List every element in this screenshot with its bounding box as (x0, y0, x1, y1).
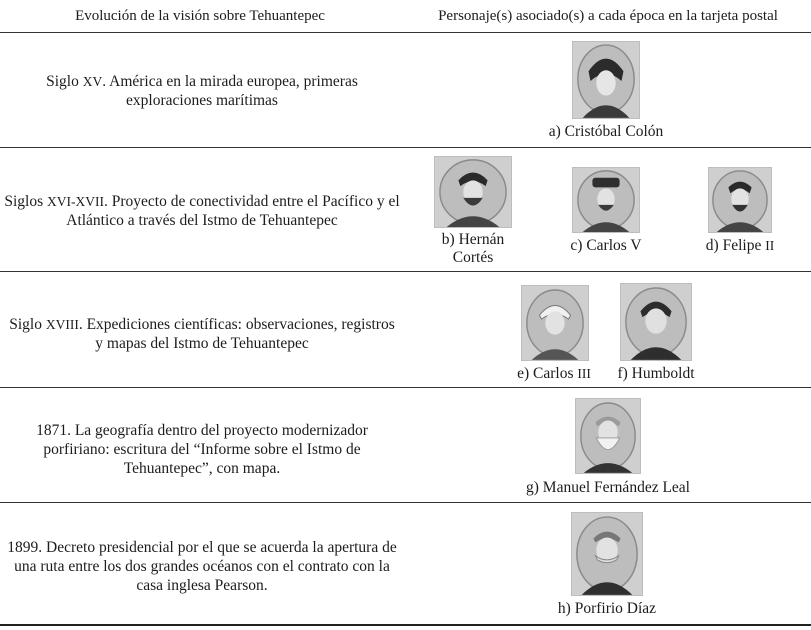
caption-carlos-iii: e) Carlos III (517, 365, 591, 382)
row-divider (0, 387, 811, 388)
row-4-description: 1871. La geografía dentro del proyecto modernizador porfiriano: escritura del “Informe sobre el Istmo de Tehuantepec”, con mapa. (36, 422, 368, 477)
caption-humboldt: f) Humboldt (617, 365, 695, 382)
caption-fernandez-leal: g) Manuel Fernández Leal (526, 479, 690, 496)
portrait-icon (571, 512, 643, 596)
row-3-description: Siglo XVIII. Expediciones científicas: observaciones, registros y mapas del Istmo de Tehuantepec (9, 316, 395, 352)
row-2-description: Siglos XVI-XVII. Proyecto de conectividad entre el Pacífico y el Atlántico a través del Istmo de Tehuantepec (4, 193, 400, 229)
table-bottom-rule (0, 624, 811, 626)
portrait-icon (575, 398, 641, 474)
portrait-icon (434, 156, 512, 228)
portrait-icon (708, 167, 772, 233)
row-5-description: 1899. Decreto presidencial por el que se acuerda la apertura de una ruta entre los dos grandes océanos con el contrato con la casa inglesa Pearson. (7, 539, 397, 594)
row-divider (0, 271, 811, 272)
row-1-description: Siglo XV. América en la mirada europea, primeras exploraciones marítimas (46, 73, 358, 109)
portrait-icon (521, 285, 589, 361)
caption-colon: a) Cristóbal Colón (548, 123, 664, 140)
portrait-icon (572, 41, 640, 119)
row-divider (0, 147, 811, 148)
portrait-icon (620, 283, 692, 361)
header-left: Evolución de la visión sobre Tehuantepec (75, 8, 325, 24)
caption-porfirio-diaz: h) Porfirio Díaz (557, 600, 657, 617)
header-divider (0, 32, 811, 33)
row-divider (0, 502, 811, 503)
caption-carlos-v: c) Carlos V (570, 237, 642, 254)
portrait-icon (572, 167, 640, 233)
caption-felipe-ii: d) Felipe II (705, 237, 775, 254)
caption-cortes: b) Hernán Cortés (441, 231, 505, 266)
header-right: Personaje(s) asociado(s) a cada época en la tarjeta postal (438, 8, 778, 24)
